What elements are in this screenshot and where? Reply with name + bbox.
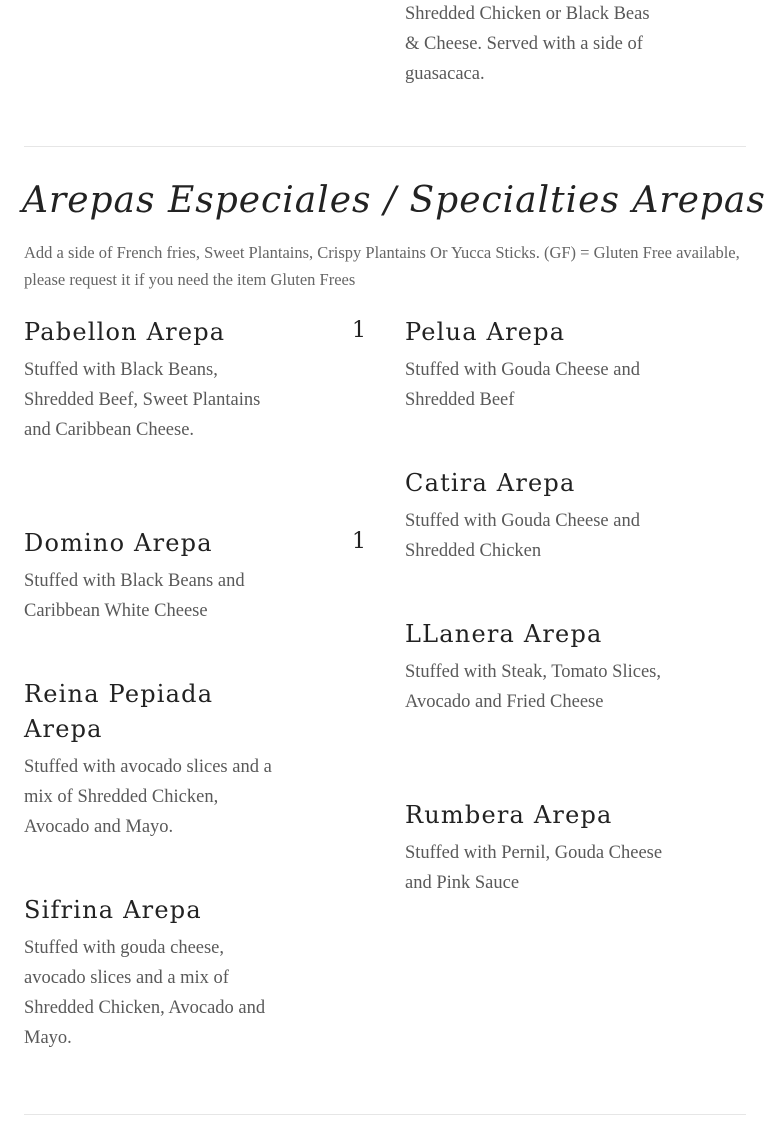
previous-item-description: Shredded Chicken or Black Beas & Cheese. Served with a side of guasacaca. xyxy=(405,4,650,84)
menu-item-rumbera-arepa xyxy=(405,798,665,898)
menu-item-description: Stuffed with Pernil, Gouda Cheese and Pink Sauce xyxy=(405,843,663,893)
menu-item-catira-arepa xyxy=(405,466,665,566)
menu-item-name: Pelua Arepa xyxy=(405,318,566,346)
menu-item-description: Stuffed with Black Beans, Shredded Beef, Sweet Plantains and Caribbean Cheese. xyxy=(24,360,261,440)
menu-item-pabellon-arepa xyxy=(24,315,284,445)
menu-item-name: Reina Pepiada Arepa xyxy=(24,680,214,743)
menu-item-name: Sifrina Arepa xyxy=(24,896,202,924)
menu-item-description: Stuffed with gouda cheese, avocado slices and a mix of Shredded Chicken, Avocado and Mayo. xyxy=(24,938,266,1048)
menu-item-name: Catira Arepa xyxy=(405,469,576,497)
menu-item-reina-pepiada-arepa xyxy=(24,677,284,842)
menu-item-name: Pabellon Arepa xyxy=(24,318,226,346)
section-note: Add a side of French fries, Sweet Plantains, Crispy Plantains Or Yucca Sticks. (GF) = Gluten Free available, please request it if you need the item Gluten Frees xyxy=(24,243,740,289)
section-divider-bottom xyxy=(24,1114,746,1115)
menu-item-sifrina-arepa xyxy=(24,893,284,1053)
menu-item-description: Stuffed with Gouda Cheese and Shredded Chicken xyxy=(405,511,640,561)
menu-item-name: LLanera Arepa xyxy=(405,620,603,648)
section-title: Arepas Especiales / Specialties Arepas xyxy=(22,180,766,221)
menu-item-domino-arepa xyxy=(24,526,284,626)
menu-item-price: 1 xyxy=(352,529,366,554)
menu-item-price: 1 xyxy=(352,318,366,343)
section-divider-top xyxy=(24,146,746,147)
menu-item-description: Stuffed with avocado slices and a mix of Shredded Chicken, Avocado and Mayo. xyxy=(24,757,272,837)
menu-item-llanera-arepa xyxy=(405,617,665,717)
menu-item-name: Domino Arepa xyxy=(24,529,213,557)
menu-item-name: Rumbera Arepa xyxy=(405,801,613,829)
menu-item-description: Stuffed with Black Beans and Caribbean White Cheese xyxy=(24,571,245,621)
menu-item-pelua-arepa xyxy=(405,315,665,415)
menu-item-description: Stuffed with Gouda Cheese and Shredded Beef xyxy=(405,360,640,410)
menu-item-description: Stuffed with Steak, Tomato Slices, Avocado and Fried Cheese xyxy=(405,662,661,712)
